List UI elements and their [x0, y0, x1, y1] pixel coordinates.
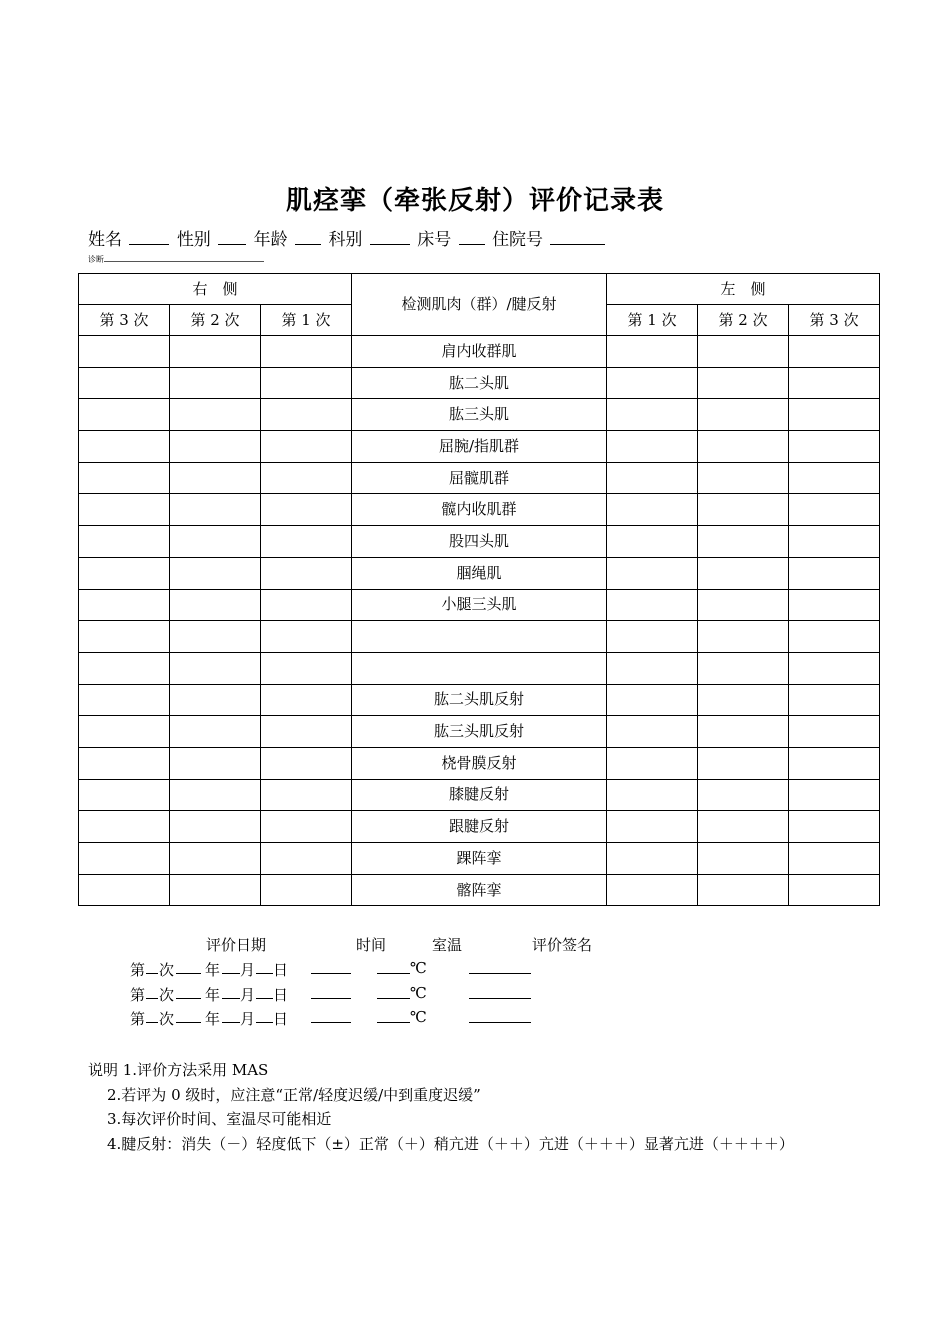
signature-field[interactable]: [469, 1008, 531, 1023]
celsius-label: ℃: [410, 959, 427, 977]
table-row: [79, 621, 880, 653]
year-label: 年: [205, 961, 221, 979]
note-3: 3.每次评价时间、室温尽可能相近: [107, 1110, 332, 1128]
score-cell[interactable]: [170, 557, 261, 589]
age-label: 年龄: [253, 230, 288, 250]
ordinal-field[interactable]: [146, 959, 158, 974]
score-cell[interactable]: [170, 462, 261, 494]
ordinal-field[interactable]: [146, 984, 158, 999]
bed-label: 床号: [417, 230, 452, 250]
score-cell[interactable]: [261, 399, 352, 431]
score-cell[interactable]: [170, 652, 261, 684]
score-cell[interactable]: [79, 747, 170, 779]
score-cell[interactable]: [79, 684, 170, 716]
score-cell[interactable]: [789, 843, 880, 875]
ordinal-suffix: 次: [159, 986, 175, 1004]
score-cell[interactable]: [79, 716, 170, 748]
score-cell[interactable]: [170, 874, 261, 906]
table-row: [79, 779, 880, 811]
score-cell[interactable]: [789, 811, 880, 843]
score-cell[interactable]: [698, 621, 789, 653]
note-2: 2.若评为 0 级时，应注意“正常/轻度迟缓/中到重度迟缓”: [107, 1085, 481, 1104]
score-cell[interactable]: [170, 367, 261, 399]
score-cell[interactable]: [789, 747, 880, 779]
score-cell[interactable]: [607, 779, 698, 811]
month-field[interactable]: [222, 1008, 240, 1023]
month-field[interactable]: [222, 984, 240, 999]
score-cell[interactable]: [607, 747, 698, 779]
day-field[interactable]: [256, 959, 273, 974]
score-cell[interactable]: [607, 874, 698, 906]
left-col-2: 第 2 次: [698, 305, 789, 336]
score-cell[interactable]: [698, 399, 789, 431]
score-cell[interactable]: [79, 874, 170, 906]
ordinal-field[interactable]: [146, 1008, 158, 1023]
table-row: [79, 874, 880, 906]
time-field[interactable]: [311, 984, 351, 999]
left-col-1: 第 1 次: [607, 305, 698, 336]
score-cell[interactable]: [698, 811, 789, 843]
score-cell[interactable]: [789, 779, 880, 811]
name-label: 姓名: [88, 230, 122, 250]
score-cell[interactable]: [261, 747, 352, 779]
diagnosis-label: 诊断: [88, 255, 104, 264]
score-cell[interactable]: [170, 589, 261, 621]
score-cell[interactable]: [607, 431, 698, 463]
muscle-name-cell: 肩内收群肌: [352, 336, 607, 368]
dept-field[interactable]: [370, 228, 410, 245]
note-1: 说明 1.评价方法采用 MAS: [88, 1061, 269, 1079]
sign-header: 评价签名: [532, 936, 593, 954]
score-cell[interactable]: [261, 811, 352, 843]
muscle-name-cell: 小腿三头肌: [352, 589, 607, 621]
score-cell[interactable]: [170, 811, 261, 843]
score-cell[interactable]: [789, 336, 880, 368]
score-cell[interactable]: [79, 779, 170, 811]
score-cell[interactable]: [698, 747, 789, 779]
table-row: [79, 431, 880, 463]
score-cell[interactable]: [261, 462, 352, 494]
day-label: 日: [273, 986, 289, 1004]
score-cell[interactable]: [789, 589, 880, 621]
right-col-1: 第 1 次: [261, 305, 352, 336]
celsius-label: ℃: [410, 984, 427, 1002]
score-cell[interactable]: [607, 399, 698, 431]
ordinal-prefix: 第: [130, 1010, 146, 1028]
score-cell[interactable]: [607, 621, 698, 653]
date-header: 评价日期: [206, 936, 267, 954]
temp-field[interactable]: [377, 984, 410, 999]
score-cell[interactable]: [698, 526, 789, 558]
score-cell[interactable]: [79, 652, 170, 684]
score-cell[interactable]: [607, 589, 698, 621]
month-label: 月: [240, 961, 256, 979]
score-cell[interactable]: [79, 589, 170, 621]
year-field[interactable]: [176, 959, 201, 974]
score-cell[interactable]: [698, 874, 789, 906]
score-cell[interactable]: [261, 589, 352, 621]
ordinal-suffix: 次: [159, 961, 175, 979]
score-cell[interactable]: [170, 336, 261, 368]
score-cell[interactable]: [170, 399, 261, 431]
ordinal-suffix: 次: [159, 1010, 175, 1028]
left-side-header: 左 侧: [607, 274, 880, 305]
score-cell[interactable]: [170, 843, 261, 875]
table-row: [79, 843, 880, 875]
right-side-header: 右 侧: [79, 274, 352, 305]
score-cell[interactable]: [79, 399, 170, 431]
assessment-table: [78, 273, 880, 906]
table-row: [79, 589, 880, 621]
score-cell[interactable]: [698, 843, 789, 875]
score-cell[interactable]: [170, 526, 261, 558]
note-4: 4.腱反射：消失（－）轻度低下（±）正常（＋）稍亢进（＋＋）亢进（＋＋＋）显著亢进（＋＋＋＋）: [107, 1134, 794, 1153]
score-cell[interactable]: [607, 367, 698, 399]
evaluation-row: [0, 984, 950, 1006]
month-label: 月: [240, 1010, 256, 1028]
score-cell[interactable]: [79, 526, 170, 558]
score-cell[interactable]: [698, 684, 789, 716]
table-row: [79, 336, 880, 368]
evaluation-row: [0, 959, 950, 981]
score-cell[interactable]: [261, 621, 352, 653]
score-cell[interactable]: [698, 494, 789, 526]
score-cell[interactable]: [79, 462, 170, 494]
score-cell[interactable]: [698, 779, 789, 811]
day-field[interactable]: [256, 984, 273, 999]
muscle-name-cell: 腘绳肌: [352, 557, 607, 589]
muscle-name-cell: 屈髋肌群: [352, 462, 607, 494]
score-cell[interactable]: [170, 716, 261, 748]
score-cell[interactable]: [789, 684, 880, 716]
day-field[interactable]: [256, 1008, 273, 1023]
score-cell[interactable]: [789, 621, 880, 653]
score-cell[interactable]: [170, 431, 261, 463]
score-cell[interactable]: [261, 652, 352, 684]
score-cell[interactable]: [261, 526, 352, 558]
temp-field[interactable]: [377, 1008, 410, 1023]
time-field[interactable]: [311, 959, 351, 974]
score-cell[interactable]: [261, 779, 352, 811]
diagnosis-field[interactable]: [104, 255, 264, 262]
signature-field[interactable]: [469, 984, 531, 999]
score-cell[interactable]: [789, 399, 880, 431]
ordinal-prefix: 第: [130, 961, 146, 979]
score-cell[interactable]: [261, 367, 352, 399]
score-cell[interactable]: [170, 684, 261, 716]
score-cell[interactable]: [698, 652, 789, 684]
score-cell[interactable]: [789, 462, 880, 494]
table-row: [79, 494, 880, 526]
score-cell[interactable]: [170, 779, 261, 811]
score-cell[interactable]: [789, 526, 880, 558]
muscle-name-cell: 肱二头肌反射: [352, 684, 607, 716]
score-cell[interactable]: [607, 557, 698, 589]
muscle-name-cell: 肱三头肌: [352, 399, 607, 431]
signature-field[interactable]: [469, 959, 531, 974]
month-field[interactable]: [222, 959, 240, 974]
evaluation-header-row: [0, 934, 950, 956]
score-cell[interactable]: [789, 652, 880, 684]
score-cell[interactable]: [607, 652, 698, 684]
muscle-name-cell: 肱二头肌: [352, 367, 607, 399]
dept-label: 科别: [328, 230, 363, 250]
score-cell[interactable]: [607, 462, 698, 494]
time-field[interactable]: [311, 1008, 351, 1023]
muscle-name-cell: 髂阵挛: [352, 874, 607, 906]
score-cell[interactable]: [698, 557, 789, 589]
score-cell[interactable]: [261, 494, 352, 526]
score-cell[interactable]: [789, 557, 880, 589]
hospital-no-field[interactable]: [550, 228, 605, 245]
score-cell[interactable]: [261, 843, 352, 875]
hospital-no-label: 住院号: [492, 230, 544, 250]
table-row: [79, 747, 880, 779]
table-row: [79, 462, 880, 494]
score-cell[interactable]: [79, 557, 170, 589]
score-cell[interactable]: [607, 811, 698, 843]
table-row: [79, 716, 880, 748]
score-cell[interactable]: [698, 336, 789, 368]
score-cell[interactable]: [607, 843, 698, 875]
page-title: 肌痉挛（牵张反射）评价记录表: [285, 186, 664, 216]
muscle-name-cell: 桡骨膜反射: [352, 747, 607, 779]
bed-field[interactable]: [459, 228, 485, 245]
muscle-name-cell: 跟腱反射: [352, 811, 607, 843]
score-cell[interactable]: [79, 811, 170, 843]
right-col-3: 第 3 次: [79, 305, 170, 336]
score-cell[interactable]: [79, 494, 170, 526]
temp-header: 室温: [432, 936, 463, 954]
muscle-name-cell: 髋内收肌群: [352, 494, 607, 526]
table-row: [79, 367, 880, 399]
table-row: [79, 557, 880, 589]
score-cell[interactable]: [79, 621, 170, 653]
score-cell[interactable]: [789, 367, 880, 399]
score-cell[interactable]: [261, 557, 352, 589]
score-cell[interactable]: [698, 589, 789, 621]
score-cell[interactable]: [789, 716, 880, 748]
score-cell[interactable]: [698, 367, 789, 399]
score-cell[interactable]: [607, 716, 698, 748]
table-row: [79, 652, 880, 684]
score-cell[interactable]: [79, 336, 170, 368]
score-cell[interactable]: [79, 367, 170, 399]
muscle-name-cell: 膝腱反射: [352, 779, 607, 811]
left-col-3: 第 3 次: [789, 305, 880, 336]
score-cell[interactable]: [170, 621, 261, 653]
temp-field[interactable]: [377, 959, 410, 974]
score-cell[interactable]: [261, 684, 352, 716]
muscle-name-cell: [352, 652, 607, 684]
year-field[interactable]: [176, 1008, 201, 1023]
age-field[interactable]: [295, 228, 321, 245]
score-cell[interactable]: [789, 494, 880, 526]
sex-field[interactable]: [218, 228, 246, 245]
score-cell[interactable]: [789, 874, 880, 906]
score-cell[interactable]: [261, 336, 352, 368]
muscle-name-cell: [352, 621, 607, 653]
score-cell[interactable]: [789, 431, 880, 463]
muscle-name-cell: 踝阵挛: [352, 843, 607, 875]
score-cell[interactable]: [698, 716, 789, 748]
table-row: [79, 399, 880, 431]
notes-block: [88, 1058, 794, 1156]
score-cell[interactable]: [607, 336, 698, 368]
table-row: [79, 811, 880, 843]
patient-info-line: [88, 225, 607, 250]
muscle-column-header: 检测肌肉（群）/腱反射: [352, 274, 607, 336]
evaluation-row: [0, 1008, 950, 1030]
name-field[interactable]: [129, 228, 169, 245]
right-col-2: 第 2 次: [170, 305, 261, 336]
table-row: [79, 526, 880, 558]
day-label: 日: [273, 1010, 289, 1028]
score-cell[interactable]: [170, 494, 261, 526]
celsius-label: ℃: [410, 1008, 427, 1026]
diagnosis-line: [88, 254, 264, 265]
score-cell[interactable]: [607, 526, 698, 558]
muscle-name-cell: 屈腕/指肌群: [352, 431, 607, 463]
header-row-1: [79, 274, 880, 305]
year-label: 年: [205, 1010, 221, 1028]
table-row: [79, 684, 880, 716]
score-cell[interactable]: [261, 716, 352, 748]
year-field[interactable]: [176, 984, 201, 999]
muscle-name-cell: 肱三头肌反射: [352, 716, 607, 748]
score-cell[interactable]: [607, 494, 698, 526]
score-cell[interactable]: [607, 684, 698, 716]
score-cell[interactable]: [698, 431, 789, 463]
ordinal-prefix: 第: [130, 986, 146, 1004]
sex-label: 性别: [176, 230, 211, 250]
score-cell[interactable]: [261, 874, 352, 906]
month-label: 月: [240, 986, 256, 1004]
score-cell[interactable]: [698, 462, 789, 494]
time-header: 时间: [356, 936, 387, 954]
muscle-name-cell: 股四头肌: [352, 526, 607, 558]
day-label: 日: [273, 961, 289, 979]
score-cell[interactable]: [170, 747, 261, 779]
score-cell[interactable]: [79, 843, 170, 875]
year-label: 年: [205, 986, 221, 1004]
score-cell[interactable]: [261, 431, 352, 463]
score-cell[interactable]: [79, 431, 170, 463]
